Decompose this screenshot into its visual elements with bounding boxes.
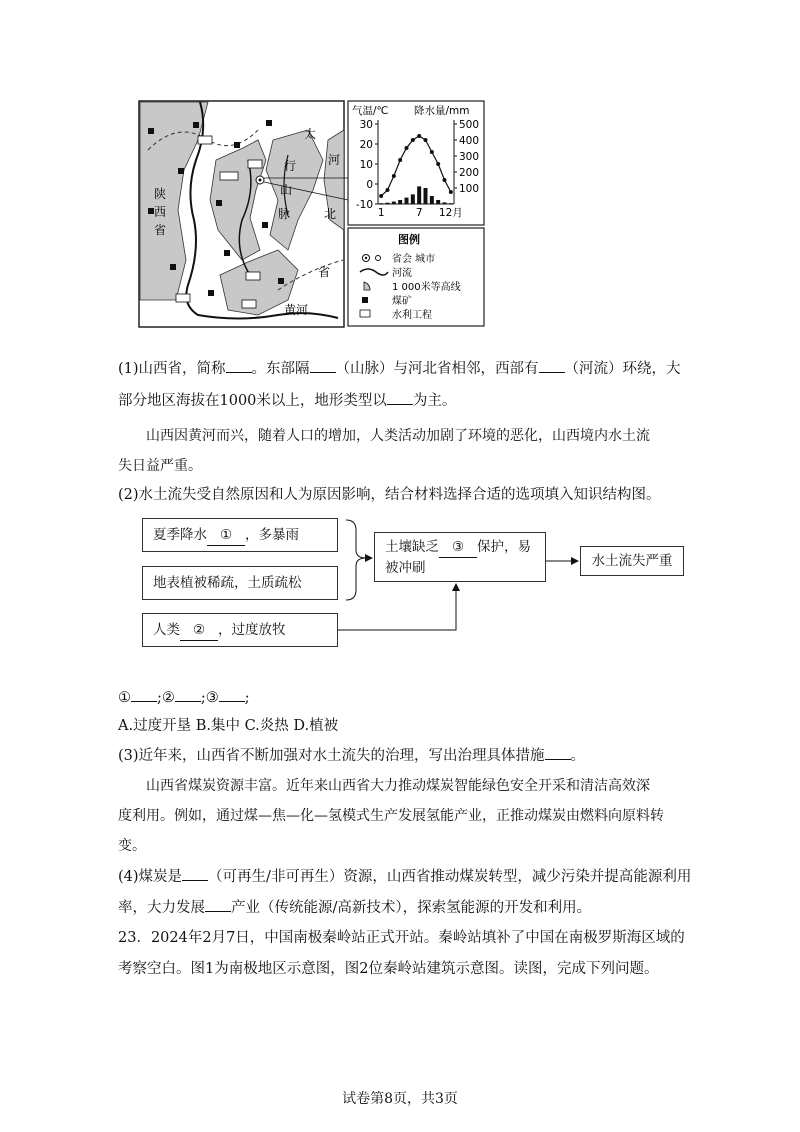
x-tick-label: 1 xyxy=(377,207,385,219)
x-tick-label: 12月 xyxy=(438,207,463,219)
left-tick-label: 20 xyxy=(359,139,373,151)
answer-blank-2[interactable] xyxy=(175,687,201,702)
para2-line2: 度利用。例如，通过煤—焦—化—氢模式生产发展氢能产业，正推动煤炭由燃料向原料转 xyxy=(118,808,664,824)
diagram-box-vegetation: 地表植被稀疏，土质疏松 xyxy=(142,566,338,600)
legend-item-0: 省会 城市 xyxy=(392,254,436,265)
blank-renewable[interactable] xyxy=(182,866,208,881)
para2-line3: 变。 xyxy=(118,838,146,854)
para2-line1: 山西省煤炭资源丰富。近年来山西省大力推动煤炭智能绿色安全开采和清洁高效深 xyxy=(146,778,650,794)
diagram-blank-3[interactable]: ③ xyxy=(439,537,477,558)
legend-item-2: 1 000米等高线 xyxy=(392,282,461,293)
diagram-box-human: 人类 ② ，过度放牧 xyxy=(142,613,338,647)
legend-item-3: 煤矿 xyxy=(392,296,412,307)
left-tick-label: -10 xyxy=(355,199,373,211)
diagram-box-soil: 土壤缺乏 ③ 保护，易 被冲刷 xyxy=(374,532,546,582)
legend-title: 图例 xyxy=(398,233,420,246)
label-hebei-3: 省 xyxy=(318,265,331,279)
diagram-blank-1[interactable]: ① xyxy=(207,525,245,546)
label-shaanxi-3: 省 xyxy=(154,223,167,237)
blank-measures[interactable] xyxy=(545,745,571,760)
diagram-blank-2[interactable]: ② xyxy=(180,620,218,641)
precip-axis-label: 降水量/mm xyxy=(414,105,470,117)
diagram-box-result: 水土流失严重 xyxy=(580,546,684,576)
label-shaanxi-2: 西 xyxy=(154,205,167,219)
label-hebei-2: 北 xyxy=(324,207,337,221)
answer-blank-3[interactable] xyxy=(219,687,245,702)
label-huanghe: 黄河 xyxy=(284,303,309,317)
label-taihang-4: 脉 xyxy=(278,207,291,221)
label-hebei-1: 河 xyxy=(328,153,341,167)
legend-item-4: 水利工程 xyxy=(392,310,432,321)
label-shaanxi-1: 陕 xyxy=(154,187,167,201)
options-line: A.过度开垦 B.集中 C.炎热 D.植被 xyxy=(118,718,339,734)
right-tick-label: 400 xyxy=(459,135,480,147)
right-tick-label: 200 xyxy=(459,167,480,179)
right-tick-label: 500 xyxy=(459,119,480,131)
legend-item-1: 河流 xyxy=(392,268,412,279)
para1-line1: 山西因黄河而兴，随着人口的增加，人类活动加剧了环境的恶化，山西境内水土流 xyxy=(146,428,650,444)
label-taihang-1: 太 xyxy=(304,127,317,141)
q4-line2: 率，大力发展 产业（传统能源/高新技术），探索氢能源的开发和利用。 xyxy=(118,897,591,918)
answer-line: ① ;② ;③ ; xyxy=(118,687,250,708)
label-taihang-2: 行 xyxy=(284,159,297,173)
answer-blank-1[interactable] xyxy=(131,687,157,702)
q4-line1: (4)煤炭是 （可再生/非可再生）资源，山西省推动煤炭转型，减少污染并提高能源利用 xyxy=(118,866,691,887)
q3-line: (3)近年来，山西省不断加强对水土流失的治理，写出治理具体措施 。 xyxy=(118,745,585,766)
label-taihang-3: 山 xyxy=(280,183,293,197)
x-tick-label: 7 xyxy=(415,207,423,219)
diagram-box-rainfall: 夏季降水 ① ，多暴雨 xyxy=(142,518,338,552)
q2-text: (2)水土流失受自然原因和人为原因影响，结合材料选择合适的选项填入知识结构图。 xyxy=(118,487,661,503)
right-tick-label: 300 xyxy=(459,151,480,163)
page-footer: 试卷第8页，共3页 xyxy=(342,1091,458,1107)
q23-line1: 23．2024年2月7日，中国南极秦岭站正式开站。秦岭站填补了中国在南极罗斯海区域的 xyxy=(118,930,685,946)
temp-axis-label: 气温/℃ xyxy=(352,105,389,117)
left-tick-label: 0 xyxy=(366,179,373,191)
para1-line2: 失日益严重。 xyxy=(118,458,202,474)
left-tick-label: 10 xyxy=(359,159,373,171)
q1-line2: 部分地区海拔在1000米以上，地形类型以 为主。 xyxy=(118,390,456,411)
q1-line1: (1)山西省，简称 。东部隔 （山脉）与河北省相邻，西部有 （河流）环绕，大 xyxy=(118,358,681,379)
q23-line2: 考察空白。图1为南极地区示意图，图2位秦岭站建筑示意图。读图，完成下列问题。 xyxy=(118,961,659,977)
blank-industry[interactable] xyxy=(205,897,231,912)
right-tick-label: 100 xyxy=(459,183,480,195)
left-tick-label: 30 xyxy=(359,119,373,131)
